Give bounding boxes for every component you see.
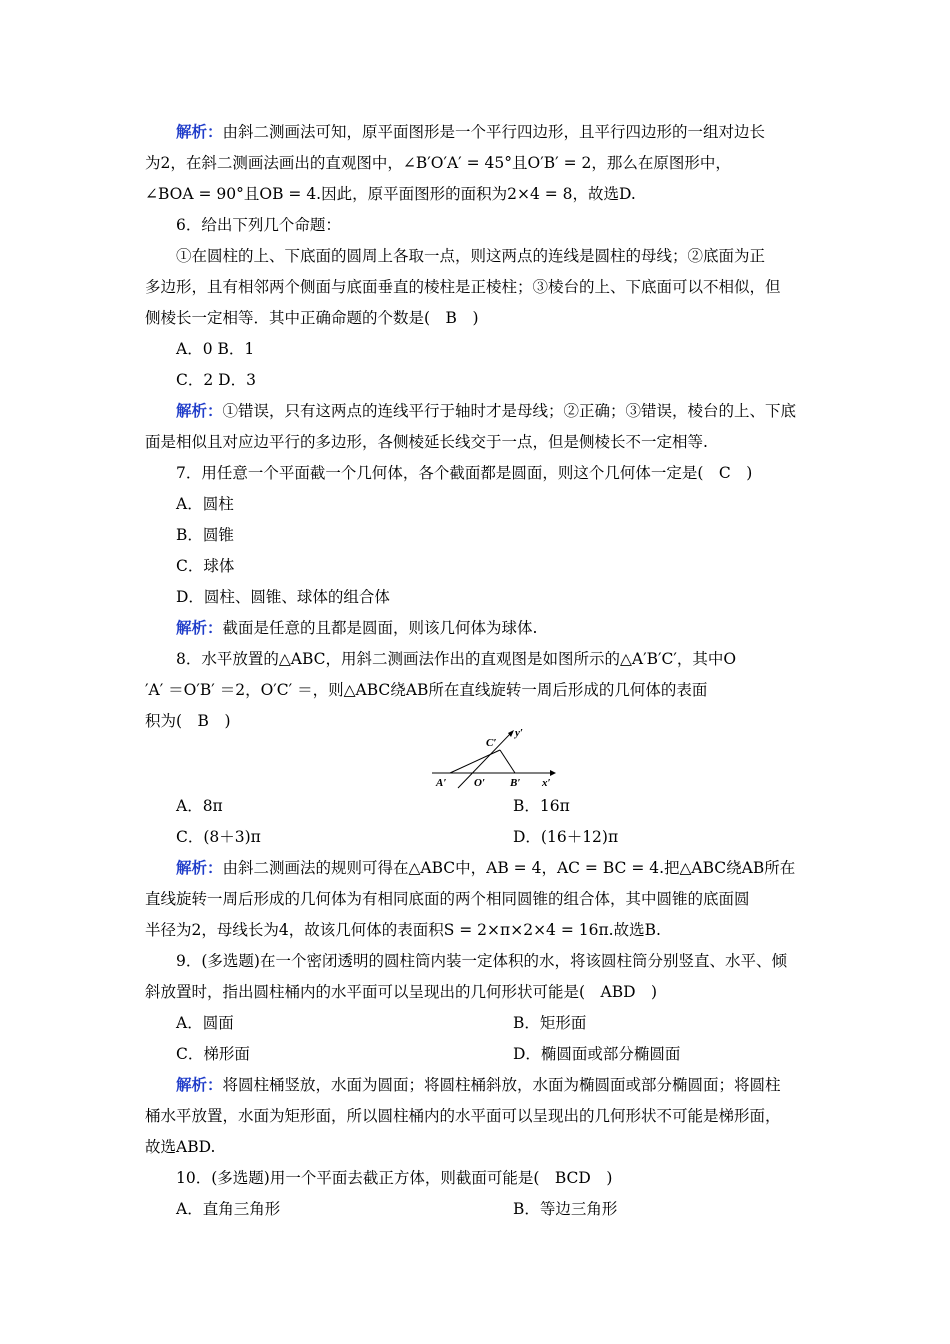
analysis-label: 解析： xyxy=(176,858,223,877)
q8-option-b: B．16π xyxy=(513,797,570,815)
q7-option-b: B．圆锥 xyxy=(176,526,234,544)
q6-body-line-3: 侧棱长一定相等．其中正确命题的个数是( B ) xyxy=(145,309,479,327)
q8-options-row-1 xyxy=(176,796,810,816)
q8-option-d: D．(16＋12)π xyxy=(513,828,619,846)
q9-analysis-line-3: 故选ABD. xyxy=(145,1138,216,1156)
q10-options-row-1 xyxy=(176,1199,810,1219)
q10-stem: 10．(多选题)用一个平面去截正方体，则截面可能是( BCD ) xyxy=(176,1169,613,1187)
q8-stem-line-1: 8．水平放置的△ABC，用斜二测画法作出的直观图是如图所示的△A′B′C′，其中O xyxy=(176,650,737,668)
label-y: y′ xyxy=(515,728,523,739)
q9-option-d: D．椭圆面或部分椭圆面 xyxy=(513,1045,681,1063)
analysis-label: 解析： xyxy=(176,1075,223,1094)
analysis-label: 解析： xyxy=(176,122,223,141)
q9-option-c: C．梯形面 xyxy=(176,1045,250,1063)
q6-stem: 6．给出下列几个命题： xyxy=(176,216,341,234)
label-x: x′ xyxy=(542,777,551,789)
label-a: A′ xyxy=(436,777,447,789)
q5-analysis-line-3: ∠BOA = 90°且OB = 4.因此，原平面图形的面积为2×4 = 8，故选D. xyxy=(145,185,636,203)
q7-analysis: 解析：截面是任意的且都是圆面，则该几何体为球体. xyxy=(176,618,538,637)
q5-analysis-line-2: 为2，在斜二测画法画出的直观图中，∠B′O′A′ = 45°且O′B′ = 2，那么在原图形中， xyxy=(145,154,731,172)
q9-options-row-2 xyxy=(176,1044,810,1064)
q9-analysis-line-2: 桶水平放置，水面为矩形面，所以圆柱桶内的水平面可以呈现出的几何形状不可能是梯形面， xyxy=(145,1107,781,1125)
q7-option-d: D．圆柱、圆锥、球体的组合体 xyxy=(176,588,390,606)
q8-option-c: C．(8＋3)π xyxy=(176,828,261,846)
label-c: C′ xyxy=(486,737,497,749)
q7-stem: 7．用任意一个平面截一个几何体，各个截面都是圆面，则这个几何体一定是( C ) xyxy=(176,464,753,482)
q6-analysis-line-2: 面是相似且对应边平行的多边形，各侧棱延长线交于一点，但是侧棱长不一定相等. xyxy=(145,433,708,451)
q9-stem-line-2: 斜放置时，指出圆柱桶内的水平面可以呈现出的几何形状可能是( ABD ) xyxy=(145,983,658,1001)
q7-option-a: A．圆柱 xyxy=(176,495,234,513)
q9-option-b: B．矩形面 xyxy=(513,1014,587,1032)
q8-options-row-2 xyxy=(176,827,810,847)
q7-option-c: C．球体 xyxy=(176,557,235,575)
oblique-projection-figure xyxy=(430,728,560,790)
side-c-b xyxy=(500,750,515,773)
analysis-label: 解析： xyxy=(176,618,223,637)
q9-option-a: A．圆面 xyxy=(176,1014,234,1032)
q10-option-b: B．等边三角形 xyxy=(513,1200,618,1218)
label-b: B′ xyxy=(510,777,521,789)
q9-options-row-1 xyxy=(176,1013,810,1033)
side-a-c xyxy=(450,750,500,773)
q10-option-a: A．直角三角形 xyxy=(176,1200,281,1218)
q8-analysis-line-2: 直线旋转一周后形成的几何体为有相同底面的两个相同圆锥的组合体，其中圆锥的底面圆 xyxy=(145,890,750,908)
q6-options-cd: C．2 D．3 xyxy=(176,371,256,389)
y-axis-arrow xyxy=(508,730,514,737)
q8-analysis-line-3: 半径为2，母线长为4，故该几何体的表面积S = 2×π×2×4 = 16π.故选B. xyxy=(145,921,661,939)
q6-body-line-1: ①在圆柱的上、下底面的圆周上各取一点，则这两点的连线是圆柱的母线；②底面为正 xyxy=(176,247,766,265)
q9-stem-line-1: 9．(多选题)在一个密闭透明的圆柱筒内装一定体积的水，将该圆柱筒分别竖直、水平、倾 xyxy=(176,952,787,970)
x-axis-arrow xyxy=(550,770,556,776)
label-o: O′ xyxy=(474,777,486,789)
analysis-label: 解析： xyxy=(176,401,223,420)
q6-analysis-line-1: 解析：①错误，只有这两点的连线平行于轴时才是母线；②正确；③错误，棱台的上、下底 xyxy=(176,401,797,420)
q8-analysis-line-1: 解析：由斜二测画法的规则可得在△ABC中，AB = 4，AC = BC = 4.把△ABC绕AB所在 xyxy=(176,858,796,877)
q8-stem-line-2: ′A′ ＝O′B′ ＝2，O′C′ ＝，则△ABC绕AB所在直线旋转一周后形成的几何体的表面 xyxy=(145,681,708,699)
q8-stem-line-3: 积为( B ) xyxy=(145,712,231,730)
q8-option-a: A．8π xyxy=(176,797,223,815)
q9-analysis-line-1: 解析：将圆柱桶竖放，水面为圆面；将圆柱桶斜放，水面为椭圆面或部分椭圆面；将圆柱 xyxy=(176,1075,781,1094)
q5-analysis-line-1: 解析：由斜二测画法可知，原平面图形是一个平行四边形，且平行四边形的一组对边长 xyxy=(176,122,766,141)
q6-body-line-2: 多边形，且有相邻两个侧面与底面垂直的棱柱是正棱柱；③棱台的上、下底面可以不相似，但 xyxy=(145,278,781,296)
q6-options-ab: A．0 B．1 xyxy=(176,340,255,358)
